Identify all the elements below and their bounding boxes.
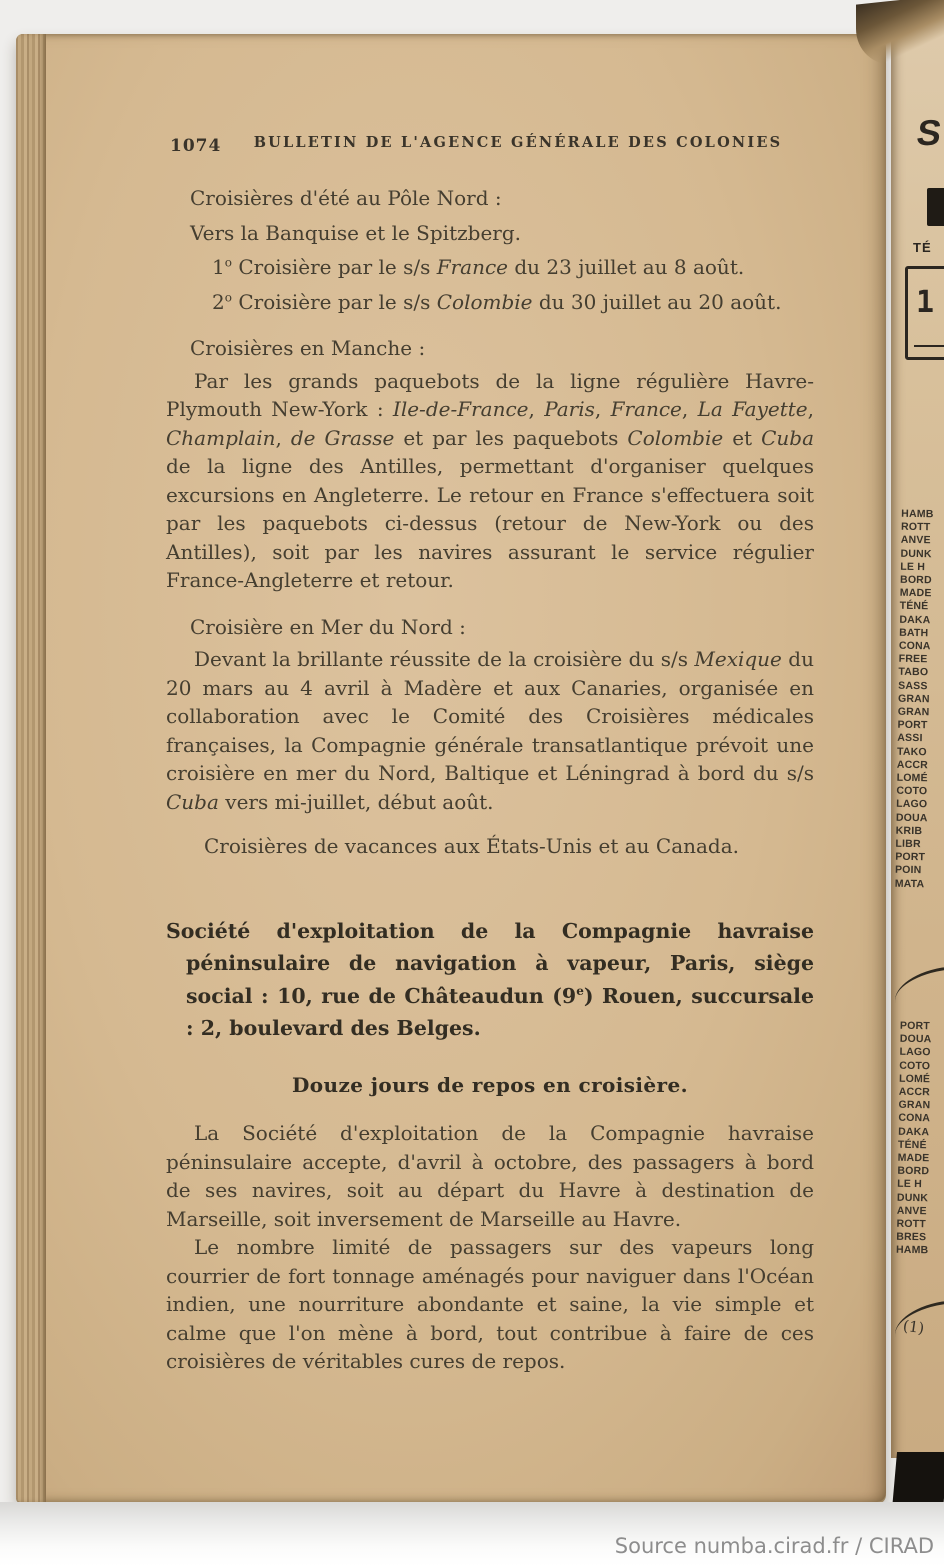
port-name-fragment: HAMB xyxy=(895,1244,929,1257)
page-curve-rule xyxy=(892,963,944,1003)
heading-douze-jours: Douze jours de repos en croisière. xyxy=(292,1072,688,1097)
page-content xyxy=(166,134,814,1376)
port-name-fragment: POIN xyxy=(894,864,922,877)
port-name-fragment: LE H xyxy=(900,560,926,573)
port-name-fragment: LIBR xyxy=(895,837,921,851)
port-name-fragment: PORT xyxy=(895,850,926,864)
heading-croisieres-ete: Croisières d'été au Pôle Nord : xyxy=(190,186,502,210)
paragraph-mer-du-nord: Devant la brillante réussite de la croisière du s/s Mexique du 20 mars au 4 avril à Madère et aux Canaries, organisée en collaboration avec le Comité des Croisières médicales françaises, la Compagnie générale transatlantique prévoit une croisière en mer du Nord, Baltique et Léningrad à bord du s/s Cuba vers mi-juillet, début août. xyxy=(166,647,814,814)
port-name-fragment: TABO xyxy=(898,666,929,679)
paragraph-societe-accepte: La Société d'exploitation de la Compagnie havraise péninsulaire accepte, d'avril à octobre, des passagers à bord de ses navires, soit au départ du Havre à destination de Marseille, soit inversement de Marseille au Havre. xyxy=(166,1121,814,1231)
port-name-fragment: DAKA xyxy=(899,613,931,626)
port-name-fragment: BRES xyxy=(896,1230,927,1244)
port-name-fragment: SASS xyxy=(898,679,928,692)
port-name-fragment: DAKA xyxy=(898,1125,930,1138)
book-page xyxy=(16,34,886,1502)
port-name-fragment: ROTT xyxy=(900,520,931,534)
port-name-fragment: KRIB xyxy=(895,824,923,838)
port-name-fragment: LE H xyxy=(897,1178,923,1191)
port-name-fragment: TÉNÉ xyxy=(899,600,929,613)
page-stack-edge xyxy=(16,34,46,1502)
port-name-fragment: BORD xyxy=(899,573,932,587)
port-name-fragment: GRAN xyxy=(898,1098,931,1112)
heading-croisieres-manche: Croisières en Manche : xyxy=(190,336,426,360)
source-watermark: Source numba.cirad.fr / CIRAD xyxy=(614,1534,934,1558)
port-name-fragment: ROTT xyxy=(896,1217,927,1231)
port-name-fragment: MADE xyxy=(897,1151,930,1165)
port-name-fragment: ANVE xyxy=(900,534,931,547)
port-name-fragment: ACCR xyxy=(898,1085,931,1099)
port-name-fragment: ANVE xyxy=(896,1204,927,1218)
port-name-fragment: GRAN xyxy=(897,705,930,719)
port-name-fragment: CONA xyxy=(898,1112,931,1125)
paragraph-manche: Par les grands paquebots de la ligne régulière Havre-Plymouth New-York : Ile-de-France, Paris, France, La Fayette, Champlain, de Grasse et par les paquebots Colombie et Cuba de la ligne des Antilles, permettant d'organiser quelques excursions en Angleterre. Le retour en France s'effectuera soit par les paquebots ci-dessus (retour de New-York ou des Antilles), soit par les navires assurant le service régulier France-Angleterre et retour. xyxy=(166,368,814,592)
port-name-fragment: MADE xyxy=(899,586,932,600)
port-name-fragment: DUNK xyxy=(896,1191,929,1204)
heading-croisiere-mer-du-nord: Croisière en Mer du Nord : xyxy=(190,614,466,639)
port-name-fragment: TAKO xyxy=(896,745,927,758)
port-name-fragment: ACCR xyxy=(896,758,929,772)
box-rule xyxy=(914,345,944,347)
port-name-fragment: DOUA xyxy=(899,1032,932,1046)
port-name-fragment: BORD xyxy=(897,1164,930,1178)
paragraph-nombre-limite: Le nombre limité de passagers sur des vapeurs long courrier de fort tonnage aménagés pour naviguer dans l'Océan indien, une nourriture abondante et saine, la vie simple et calme que l'on mène à bord, tout contribue à faire de ces croisières de véritables cures de repos. xyxy=(166,1235,814,1373)
adjacent-page-te-fragment: TÉ xyxy=(913,240,932,255)
port-name-fragment: MATA xyxy=(894,877,925,890)
heading-societe-exploitation: Société d'exploitation de la Compagnie havraise péninsulaire de navigation à vapeur, Paris, siège social : 10, rue de Châteaudun (9e) Rouen, succursale : 2, boulevard des Belges. xyxy=(166,918,814,1040)
footnote-marker: (1) xyxy=(901,1316,926,1338)
port-name-fragment: COTO xyxy=(896,784,928,798)
adjacent-page-title-fragment: S xyxy=(914,112,944,153)
port-name-fragment: DUNK xyxy=(900,547,932,560)
port-name-fragment: LOMÉ xyxy=(898,1072,931,1086)
port-list-outbound xyxy=(895,508,934,891)
page-number: 1074 xyxy=(170,136,222,156)
port-list-return xyxy=(896,1020,932,1258)
port-name-fragment: PORT xyxy=(897,718,928,732)
port-name-fragment: COTO xyxy=(899,1059,931,1072)
port-name-fragment: HAMB xyxy=(901,507,934,521)
running-header: BULLETIN DE L'AGENCE GÉNÉRALE DES COLONIES xyxy=(253,134,783,151)
port-name-fragment: BATH xyxy=(899,626,929,640)
line-croisieres-vacances: Croisières de vacances aux États-Unis et au Canada. xyxy=(204,834,740,858)
text-blocks xyxy=(166,184,814,1376)
port-name-fragment: DOUA xyxy=(895,811,928,824)
port-name-fragment: PORT xyxy=(899,1019,931,1033)
running-head xyxy=(166,134,814,158)
port-name-fragment: LAGO xyxy=(896,798,928,811)
adjacent-page-large-glyph-fragment xyxy=(927,188,944,226)
port-name-fragment: LOMÉ xyxy=(896,771,928,785)
adjacent-page-number-box xyxy=(905,266,944,360)
adjacent-page xyxy=(891,12,944,1458)
port-name-fragment: CONA xyxy=(898,639,931,653)
port-name-fragment: ASSI xyxy=(897,732,923,745)
port-name-fragment: GRAN xyxy=(897,692,930,706)
item-croisiere-1: 1$^o$ Croisière par le s/s France du 23 juillet au 8 août. xyxy=(212,255,745,279)
line-banquise: Vers la Banquise et le Spitzberg. xyxy=(190,220,521,245)
port-name-fragment: LAGO xyxy=(899,1046,931,1059)
port-name-fragment: FREE xyxy=(898,652,928,666)
port-name-fragment: TÉNÉ xyxy=(897,1138,927,1152)
adjacent-page-box-number: 1 xyxy=(916,285,935,320)
item-croisiere-2: 2$^o$ Croisière par le s/s Colombie du 30 juillet au 20 août. xyxy=(212,289,782,314)
